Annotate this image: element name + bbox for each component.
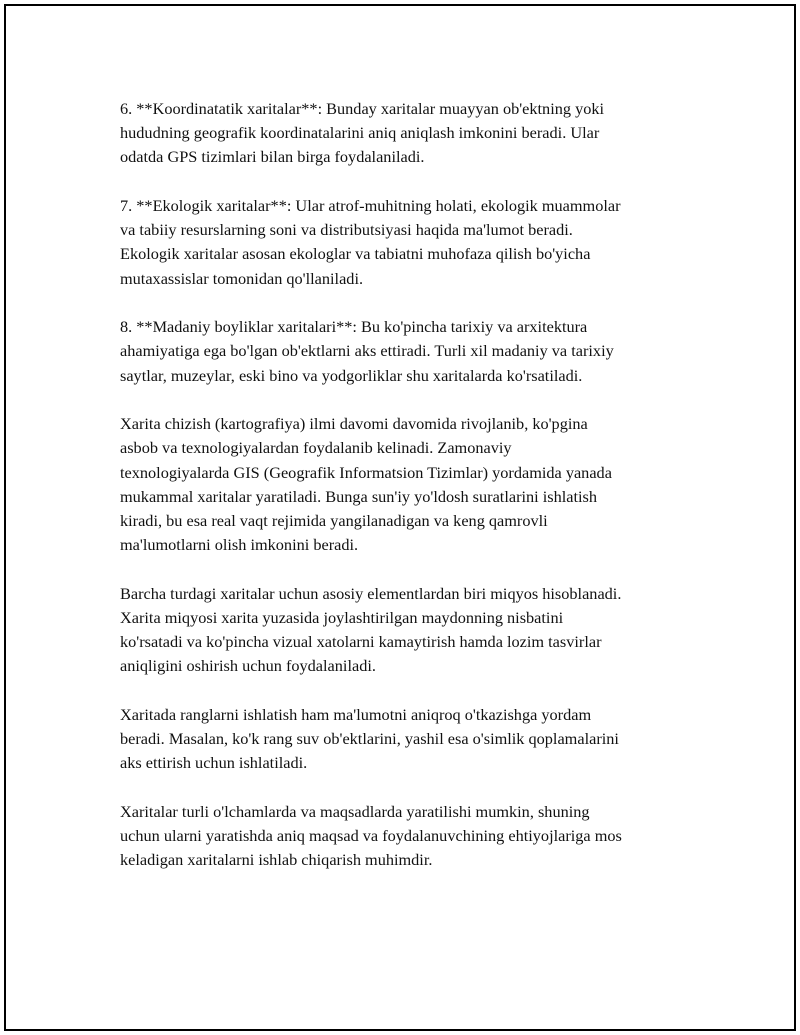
paragraph-coordinate-maps: 6. **Koordinatatik xaritalar**: Bunday xaritalar muayyan ob'ektning yoki hududning geografik koordinatalarini aniq aniqlash imkonini beradi. Ular odatda GPS tizimlari bilan birga foydalaniladi.	[120, 99, 605, 167]
paragraph-map-scale: Barcha turdagi xaritalar uchun asosiy elementlardan biri miqyos hisoblanadi. Xarita miqyosi xarita yuzasida joylashtirilgan maydonning nisbatini ko'rsatadi va ko'pincha vizual xatolarni kamaytirish hamda lozim tasvirlar aniqligini oshirish uchun foydalaniladi.	[120, 583, 622, 676]
paragraph-cultural-heritage-maps: 8. **Madaniy boyliklar xaritalari**: Bu ko'pincha tarixiy va arxitektura ahamiyatiga ega bo'lgan ob'ektlarni aks ettiradi. Turli xil madaniy va tarixiy saytlar, muzeylar, eski bino va yodgorliklar shu xaritalarda ko'rsatiladi.	[120, 317, 614, 385]
paragraph-cartography: Xarita chizish (kartografiya) ilmi davomi davomida rivojlanib, ko'pgina asbob va texnologiyalardan foydalanib kelinadi. Zamonaviy texnologiyalarda GIS (Geografik Informatsion Tizimlar) yordamida yanada mukammal xaritalar yaratiladi. Bunga sun'iy yo'ldosh suratlarini ishlatish kiradi, bu esa real vaqt rejimida yangilanadigan va keng qamrovli ma'lumotlarni olish imkonini beradi.	[120, 414, 612, 555]
paragraph-map-purpose: Xaritalar turli o'lchamlarda va maqsadlarda yaratilishi mumkin, shuning uchun ularni yaratishda aniq maqsad va foydalanuvchining ehtiyojlariga mos keladigan xaritalarni ishlab chiqarish muhimdir.	[120, 802, 622, 870]
document-body	[120, 97, 694, 897]
page-frame	[4, 4, 796, 1031]
paragraph-map-colors: Xaritada ranglarni ishlatish ham ma'lumotni aniqroq o'tkazishga yordam beradi. Masalan, ko'k rang suv ob'ektlarini, yashil esa o'simlik qoplamalarini aks ettirish uchun ishlatiladi.	[120, 705, 619, 773]
paragraph-ecological-maps: 7. **Ekologik xaritalar**: Ular atrof-muhitning holati, ekologik muammolar va tabiiy resurslarning soni va distributsiyasi haqida ma'lumot beradi. Ekologik xaritalar asosan ekologlar va tabiatni muhofaza qilish bo'yicha mutaxassislar tomonidan qo'llaniladi.	[120, 196, 621, 288]
